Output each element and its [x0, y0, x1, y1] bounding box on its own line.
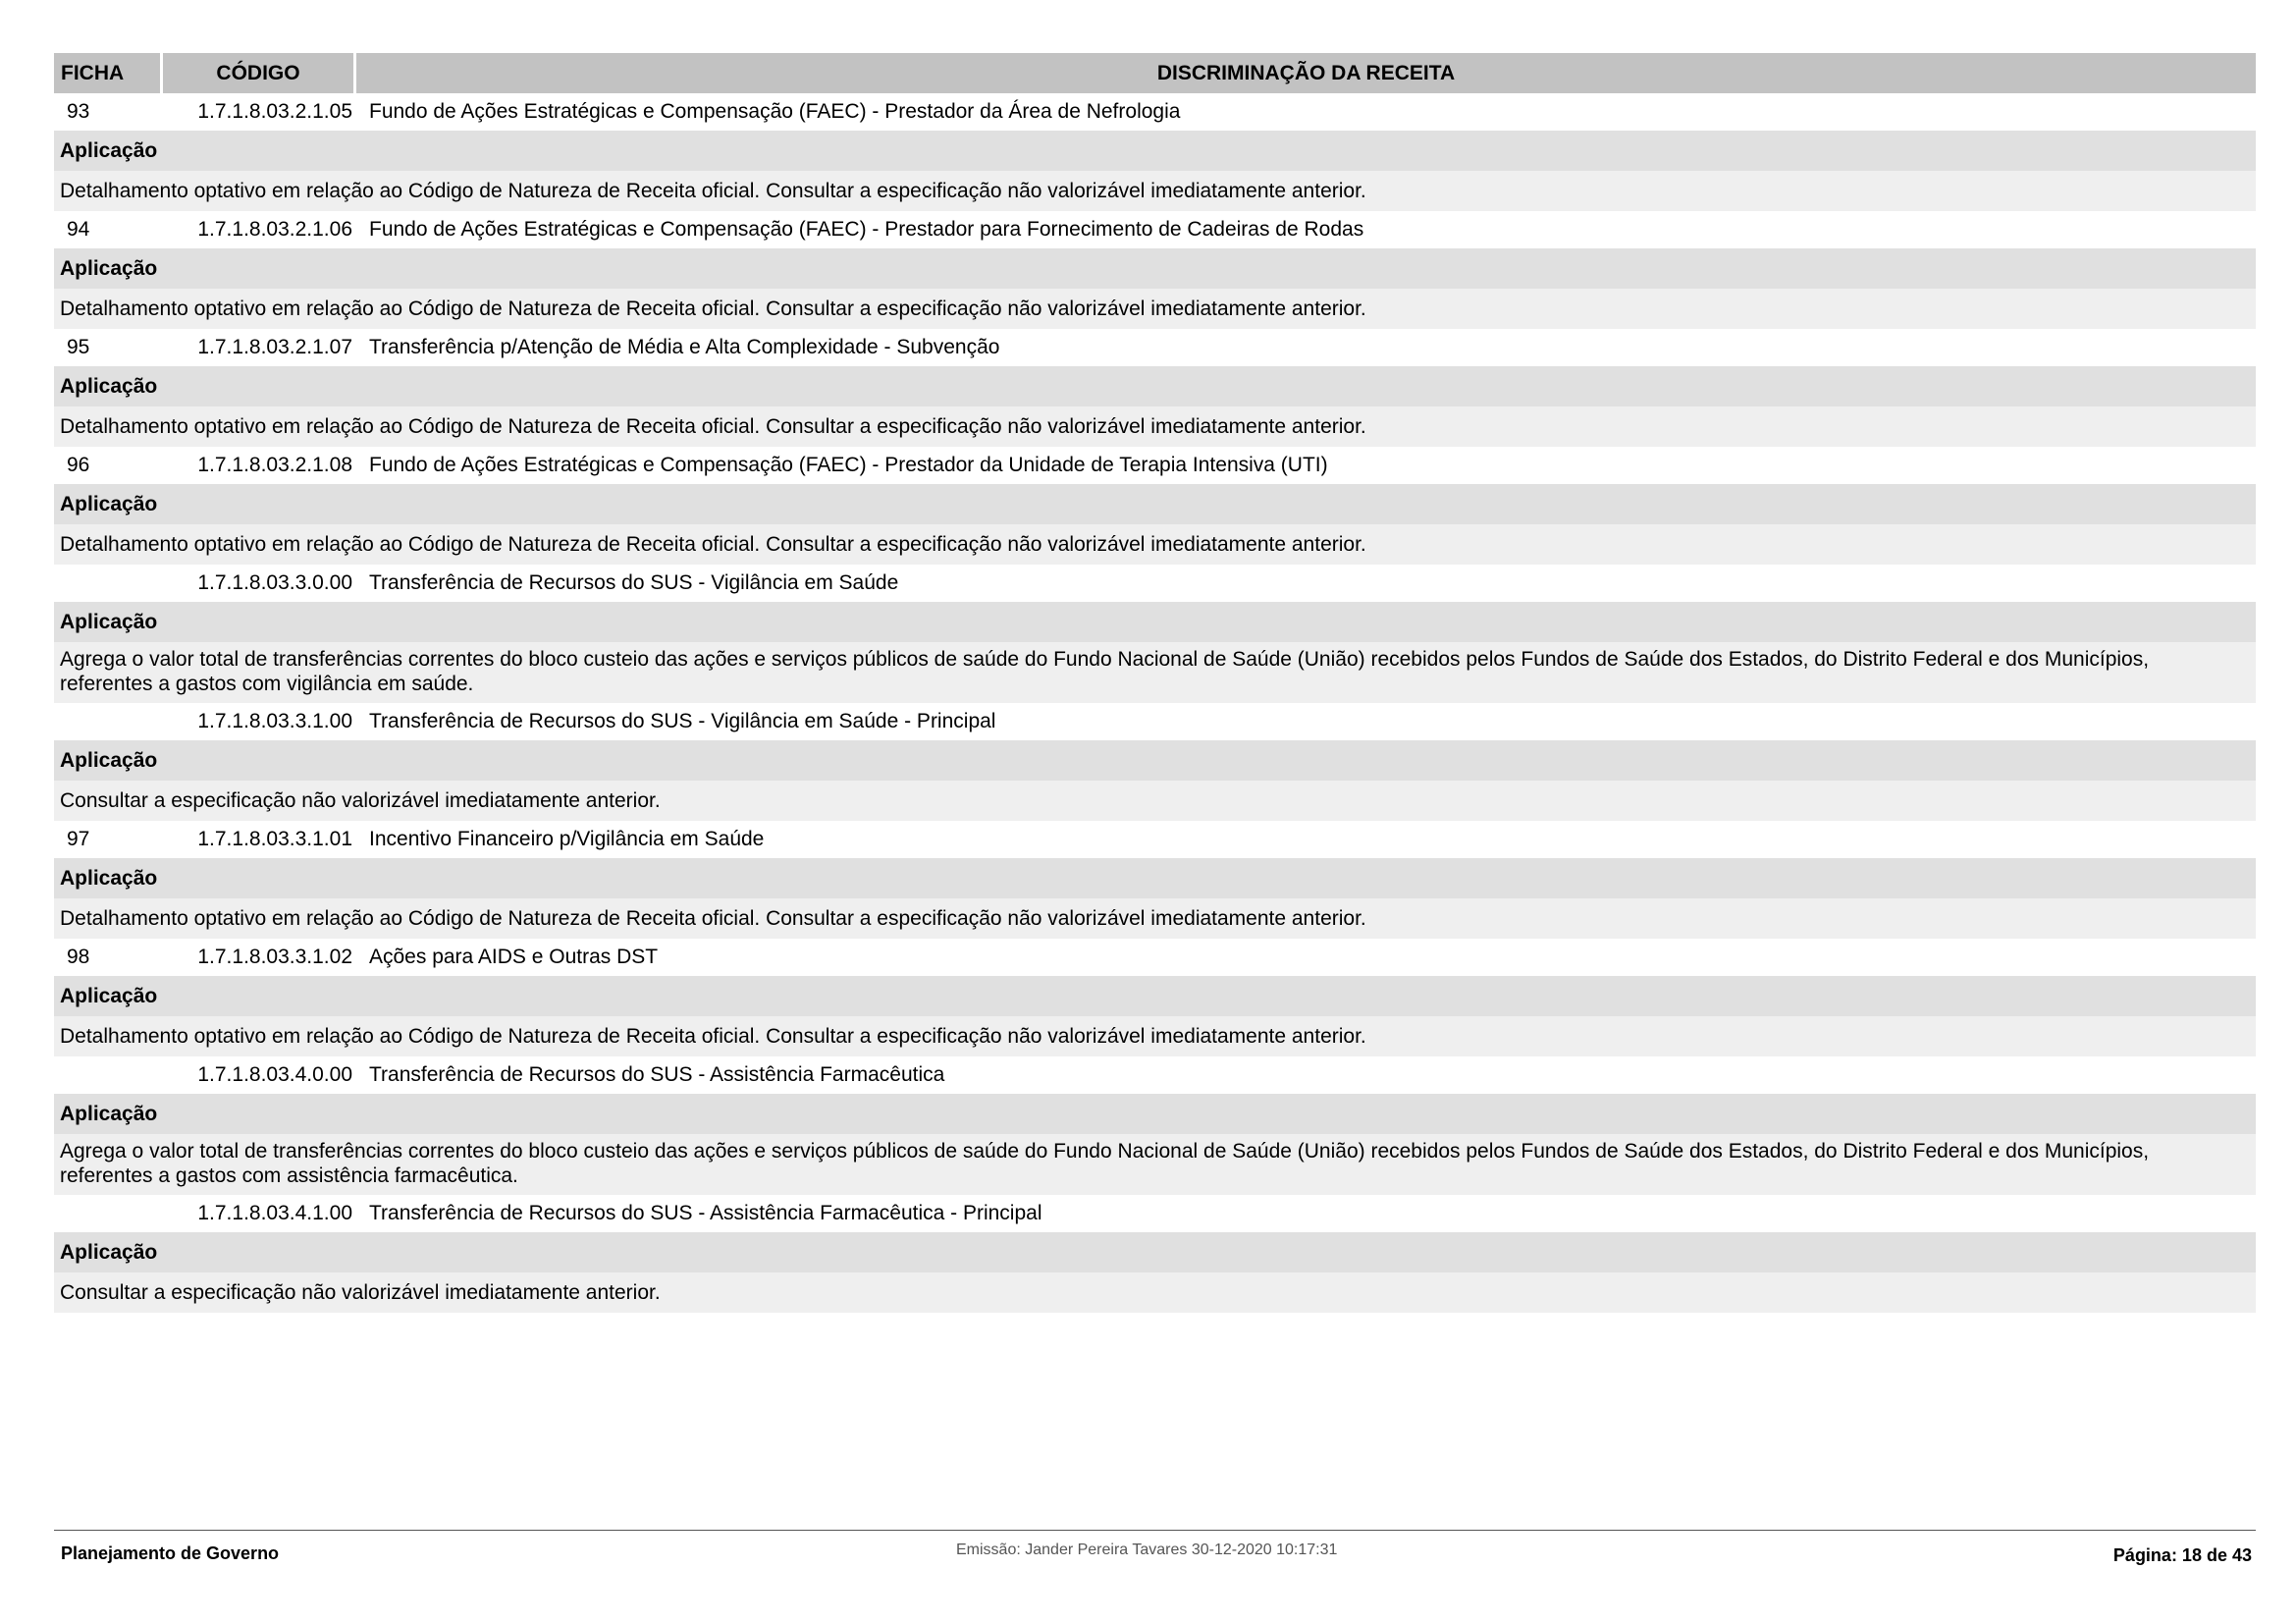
aplicacao-label: Aplicação — [54, 602, 2256, 642]
descricao-cell: Fundo de Ações Estratégicas e Compensação (FAEC) - Prestador para Fornecimento de Cadeiras de Rodas — [369, 218, 1364, 241]
aplicacao-label: Aplicação — [54, 740, 2256, 781]
aplicacao-label: Aplicação — [54, 976, 2256, 1016]
header-ficha: FICHA — [54, 53, 163, 93]
descricao-cell: Transferência de Recursos do SUS - Assistência Farmacêutica — [369, 1063, 945, 1086]
codigo-cell: 1.7.1.8.03.2.1.08 — [197, 454, 352, 476]
aplicacao-label: Aplicação — [54, 858, 2256, 898]
table-row — [54, 703, 2256, 740]
table-row — [54, 329, 2256, 366]
table-row — [54, 821, 2256, 858]
ficha-cell: 95 — [67, 336, 90, 358]
footer-org-name: Planejamento de Governo — [61, 1543, 280, 1563]
aplicacao-text: Detalhamento optativo em relação ao Código de Natureza de Receita oficial. Consultar a especificação não valorizável imediatamente anterior. — [54, 524, 2256, 565]
aplicacao-label: Aplicação — [54, 1232, 2256, 1272]
ficha-cell: 97 — [67, 828, 90, 850]
aplicacao-text: Detalhamento optativo em relação ao Código de Natureza de Receita oficial. Consultar a especificação não valorizável imediatamente anterior. — [54, 898, 2256, 939]
descricao-cell: Transferência de Recursos do SUS - Vigilância em Saúde — [369, 571, 899, 594]
table-row — [54, 93, 2256, 131]
table-header — [54, 53, 2256, 93]
descricao-cell: Ações para AIDS e Outras DST — [369, 946, 659, 968]
aplicacao-text: Agrega o valor total de transferências correntes do bloco custeio das ações e serviços públicos de saúde do Fundo Nacional de Saúde (União) recebidos pelos Fundos de Saúde dos Estados, do Distrito Federal e dos Municípios, referentes a gastos com vigilância em saúde. — [54, 642, 2256, 703]
table-row — [54, 1056, 2256, 1094]
codigo-cell: 1.7.1.8.03.2.1.07 — [197, 336, 352, 358]
table-body — [54, 93, 2256, 1313]
codigo-cell: 1.7.1.8.03.2.1.05 — [197, 100, 352, 123]
descricao-cell: Transferência p/Atenção de Média e Alta Complexidade - Subvenção — [369, 336, 1000, 358]
aplicacao-text: Consultar a especificação não valorizável imediatamente anterior. — [54, 1272, 2256, 1313]
ficha-cell: 93 — [67, 100, 90, 123]
descricao-cell: Incentivo Financeiro p/Vigilância em Saúde — [369, 828, 765, 850]
table-row — [54, 211, 2256, 248]
descricao-cell: Transferência de Recursos do SUS - Assistência Farmacêutica - Principal — [369, 1202, 1042, 1224]
aplicacao-text: Detalhamento optativo em relação ao Código de Natureza de Receita oficial. Consultar a especificação não valorizável imediatamente anterior. — [54, 171, 2256, 211]
footer-page-number: Página: 18 de 43 — [2112, 1545, 2252, 1565]
table-row — [54, 1195, 2256, 1232]
codigo-cell: 1.7.1.8.03.3.1.01 — [197, 828, 352, 850]
footer-emission: Emissão: Jander Pereira Tavares 30-12-2020 10:17:31 — [956, 1542, 1338, 1558]
codigo-cell: 1.7.1.8.03.4.1.00 — [197, 1202, 352, 1224]
codigo-cell: 1.7.1.8.03.4.0.00 — [197, 1063, 352, 1086]
codigo-cell: 1.7.1.8.03.2.1.06 — [197, 218, 352, 241]
table-row — [54, 939, 2256, 976]
descricao-cell: Fundo de Ações Estratégicas e Compensação (FAEC) - Prestador da Área de Nefrologia — [369, 100, 1181, 123]
aplicacao-text: Consultar a especificação não valorizável imediatamente anterior. — [54, 781, 2256, 821]
aplicacao-text: Detalhamento optativo em relação ao Código de Natureza de Receita oficial. Consultar a especificação não valorizável imediatamente anterior. — [54, 289, 2256, 329]
table-row — [54, 565, 2256, 602]
codigo-cell: 1.7.1.8.03.3.1.02 — [197, 946, 352, 968]
codigo-cell: 1.7.1.8.03.3.0.00 — [197, 571, 352, 594]
codigo-cell: 1.7.1.8.03.3.1.00 — [197, 710, 352, 732]
ficha-cell: 96 — [67, 454, 90, 476]
aplicacao-text: Agrega o valor total de transferências correntes do bloco custeio das ações e serviços públicos de saúde do Fundo Nacional de Saúde (União) recebidos pelos Fundos de Saúde dos Estados, do Distrito Federal e dos Municípios, referentes a gastos com assistência farmacêutica. — [54, 1134, 2256, 1195]
report-page — [54, 53, 2256, 1313]
ficha-cell: 98 — [67, 946, 90, 968]
aplicacao-text: Detalhamento optativo em relação ao Código de Natureza de Receita oficial. Consultar a especificação não valorizável imediatamente anterior. — [54, 406, 2256, 447]
aplicacao-label: Aplicação — [54, 1094, 2256, 1134]
ficha-cell: 94 — [67, 218, 90, 241]
page-footer — [61, 1540, 2252, 1569]
header-codigo: CÓDIGO — [163, 53, 356, 93]
aplicacao-label: Aplicação — [54, 484, 2256, 524]
aplicacao-text: Detalhamento optativo em relação ao Código de Natureza de Receita oficial. Consultar a especificação não valorizável imediatamente anterior. — [54, 1016, 2256, 1056]
aplicacao-label: Aplicação — [54, 248, 2256, 289]
table-row — [54, 447, 2256, 484]
footer-divider — [54, 1530, 2256, 1531]
aplicacao-label: Aplicação — [54, 131, 2256, 171]
aplicacao-label: Aplicação — [54, 366, 2256, 406]
header-discriminacao: DISCRIMINAÇÃO DA RECEITA — [1156, 61, 1456, 84]
descricao-cell: Fundo de Ações Estratégicas e Compensação (FAEC) - Prestador da Unidade de Terapia Intensiva (UTI) — [369, 454, 1328, 476]
descricao-cell: Transferência de Recursos do SUS - Vigilância em Saúde - Principal — [369, 710, 996, 732]
